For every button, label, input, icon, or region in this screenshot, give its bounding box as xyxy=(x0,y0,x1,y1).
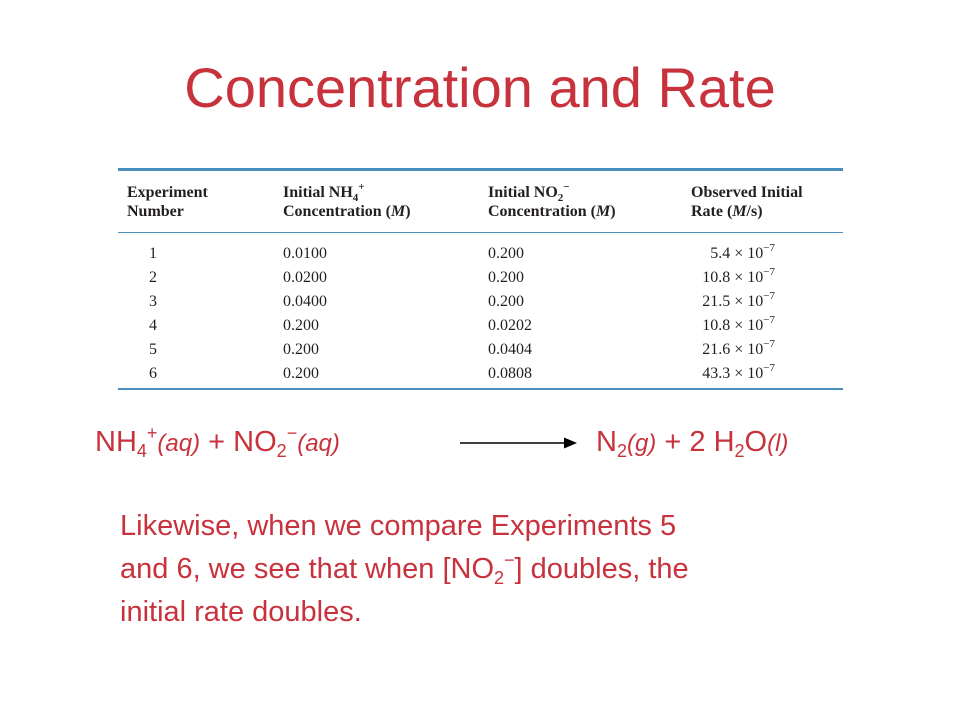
header-no2-prefix: Initial NO xyxy=(488,184,558,201)
rate-exponent: −7 xyxy=(763,266,775,278)
rate-exponent: −7 xyxy=(763,242,775,254)
cell-experiment: 1 xyxy=(149,245,157,262)
header-no2-charge: − xyxy=(563,181,570,193)
cell-no2: 0.200 xyxy=(488,293,524,310)
table-row xyxy=(118,338,843,362)
header-nh4-line2: Concentration ( xyxy=(283,203,391,220)
rate-base: × 10 xyxy=(734,293,764,310)
cell-nh4: 0.0200 xyxy=(283,269,327,286)
reaction-arrow-icon xyxy=(460,436,578,450)
header-experiment-number xyxy=(127,183,208,221)
rate-base: × 10 xyxy=(734,317,764,334)
equation-plus-2: + xyxy=(656,426,690,458)
cell-no2: 0.0404 xyxy=(488,341,532,358)
rate-base: × 10 xyxy=(734,269,764,286)
table-row xyxy=(118,242,843,266)
equation-reactants xyxy=(95,423,340,461)
header-nh4-line2-end: ) xyxy=(405,203,411,220)
rate-data-table xyxy=(118,168,843,390)
body-line-1: Likewise, when we compare Experiments 5 xyxy=(120,510,677,542)
rate-mantissa: 5.4 xyxy=(710,245,731,262)
product-nitrogen: N xyxy=(596,426,617,458)
cell-rate xyxy=(691,242,775,266)
cell-experiment: 2 xyxy=(149,269,157,286)
header-no2-line2-end: ) xyxy=(610,203,616,220)
rate-base: × 10 xyxy=(734,341,764,358)
cell-nh4: 0.200 xyxy=(283,365,319,382)
cell-rate xyxy=(691,290,775,314)
cell-experiment: 4 xyxy=(149,317,157,334)
slide-title: Concentration and Rate xyxy=(184,56,776,119)
header-no2-line2: Concentration ( xyxy=(488,203,596,220)
table-body xyxy=(118,242,843,386)
cell-experiment: 3 xyxy=(149,293,157,310)
header-observed-rate xyxy=(691,183,803,221)
cell-no2: 0.200 xyxy=(488,245,524,262)
cell-nh4: 0.200 xyxy=(283,317,319,334)
header-nh4-subscript: 4 xyxy=(352,192,359,204)
cell-nh4: 0.0100 xyxy=(283,245,327,262)
reactant-ammonium-state: (aq) xyxy=(157,430,201,457)
rate-base: × 10 xyxy=(734,365,764,382)
header-rate-end: /s) xyxy=(746,203,763,220)
body-line-2-start: and 6, we see that when [NO xyxy=(120,553,494,585)
cell-experiment: 6 xyxy=(149,365,157,382)
header-experiment-line1: Experiment xyxy=(127,184,208,201)
table-header-rule xyxy=(118,232,843,233)
header-no2-concentration xyxy=(488,183,616,221)
body-nitrite-subscript: 2 xyxy=(494,568,505,588)
product-water-coefficient: 2 xyxy=(689,426,714,458)
reactant-ammonium-charge: + xyxy=(146,423,158,443)
cell-no2: 0.0202 xyxy=(488,317,532,334)
body-line-3: initial rate doubles. xyxy=(120,596,362,628)
product-water: H xyxy=(713,426,735,458)
header-rate-prefix: Rate ( xyxy=(691,203,733,220)
body-line-2-end: ] doubles, the xyxy=(514,553,689,585)
reaction-equation xyxy=(0,418,960,468)
header-experiment-line2: Number xyxy=(127,203,184,220)
rate-exponent: −7 xyxy=(763,362,775,374)
header-nh4-charge: + xyxy=(358,181,365,193)
header-nh4-prefix: Initial NH xyxy=(283,184,353,201)
product-water-state: (l) xyxy=(767,430,789,457)
header-nh4-concentration xyxy=(283,183,411,221)
cell-no2: 0.200 xyxy=(488,269,524,286)
reactant-ammonium: NH xyxy=(95,426,137,458)
body-paragraph xyxy=(120,505,880,634)
table-row xyxy=(118,290,843,314)
product-water-oxygen: O xyxy=(744,426,768,458)
cell-no2: 0.0808 xyxy=(488,365,532,382)
cell-nh4: 0.0400 xyxy=(283,293,327,310)
reactant-nitrite: NO xyxy=(233,426,277,458)
header-nh4-unit: M xyxy=(390,203,406,220)
header-no2-subscript: 2 xyxy=(557,192,564,204)
reactant-nitrite-subscript: 2 xyxy=(276,441,287,461)
product-nitrogen-state: (g) xyxy=(626,430,657,457)
reactant-nitrite-charge: − xyxy=(286,423,298,443)
cell-rate xyxy=(691,314,775,338)
cell-experiment: 5 xyxy=(149,341,157,358)
product-water-subscript: 2 xyxy=(734,441,745,461)
rate-mantissa: 21.6 xyxy=(702,341,731,358)
reactant-ammonium-subscript: 4 xyxy=(136,441,147,461)
product-nitrogen-subscript: 2 xyxy=(616,441,627,461)
cell-nh4: 0.200 xyxy=(283,341,319,358)
rate-base: × 10 xyxy=(734,245,764,262)
equation-products xyxy=(596,426,788,459)
rate-mantissa: 21.5 xyxy=(702,293,731,310)
equation-plus-1: + xyxy=(200,426,234,458)
header-no2-unit: M xyxy=(595,203,611,220)
table-row xyxy=(118,266,843,290)
rate-exponent: −7 xyxy=(763,338,775,350)
cell-rate xyxy=(691,266,775,290)
rate-mantissa: 10.8 xyxy=(702,317,731,334)
table-top-rule xyxy=(118,168,843,171)
body-nitrite-charge: − xyxy=(504,550,515,570)
header-rate-line1: Observed Initial xyxy=(691,184,803,201)
cell-rate xyxy=(691,362,775,386)
header-rate-unit: M xyxy=(732,203,747,220)
table-row xyxy=(118,362,843,386)
table-bottom-rule xyxy=(118,388,843,390)
reactant-nitrite-state: (aq) xyxy=(297,430,340,457)
rate-exponent: −7 xyxy=(763,290,775,302)
rate-mantissa: 43.3 xyxy=(702,365,731,382)
body-line-2 xyxy=(120,548,880,591)
cell-rate xyxy=(691,338,775,362)
table-row xyxy=(118,314,843,338)
rate-mantissa: 10.8 xyxy=(702,269,731,286)
rate-exponent: −7 xyxy=(763,314,775,326)
